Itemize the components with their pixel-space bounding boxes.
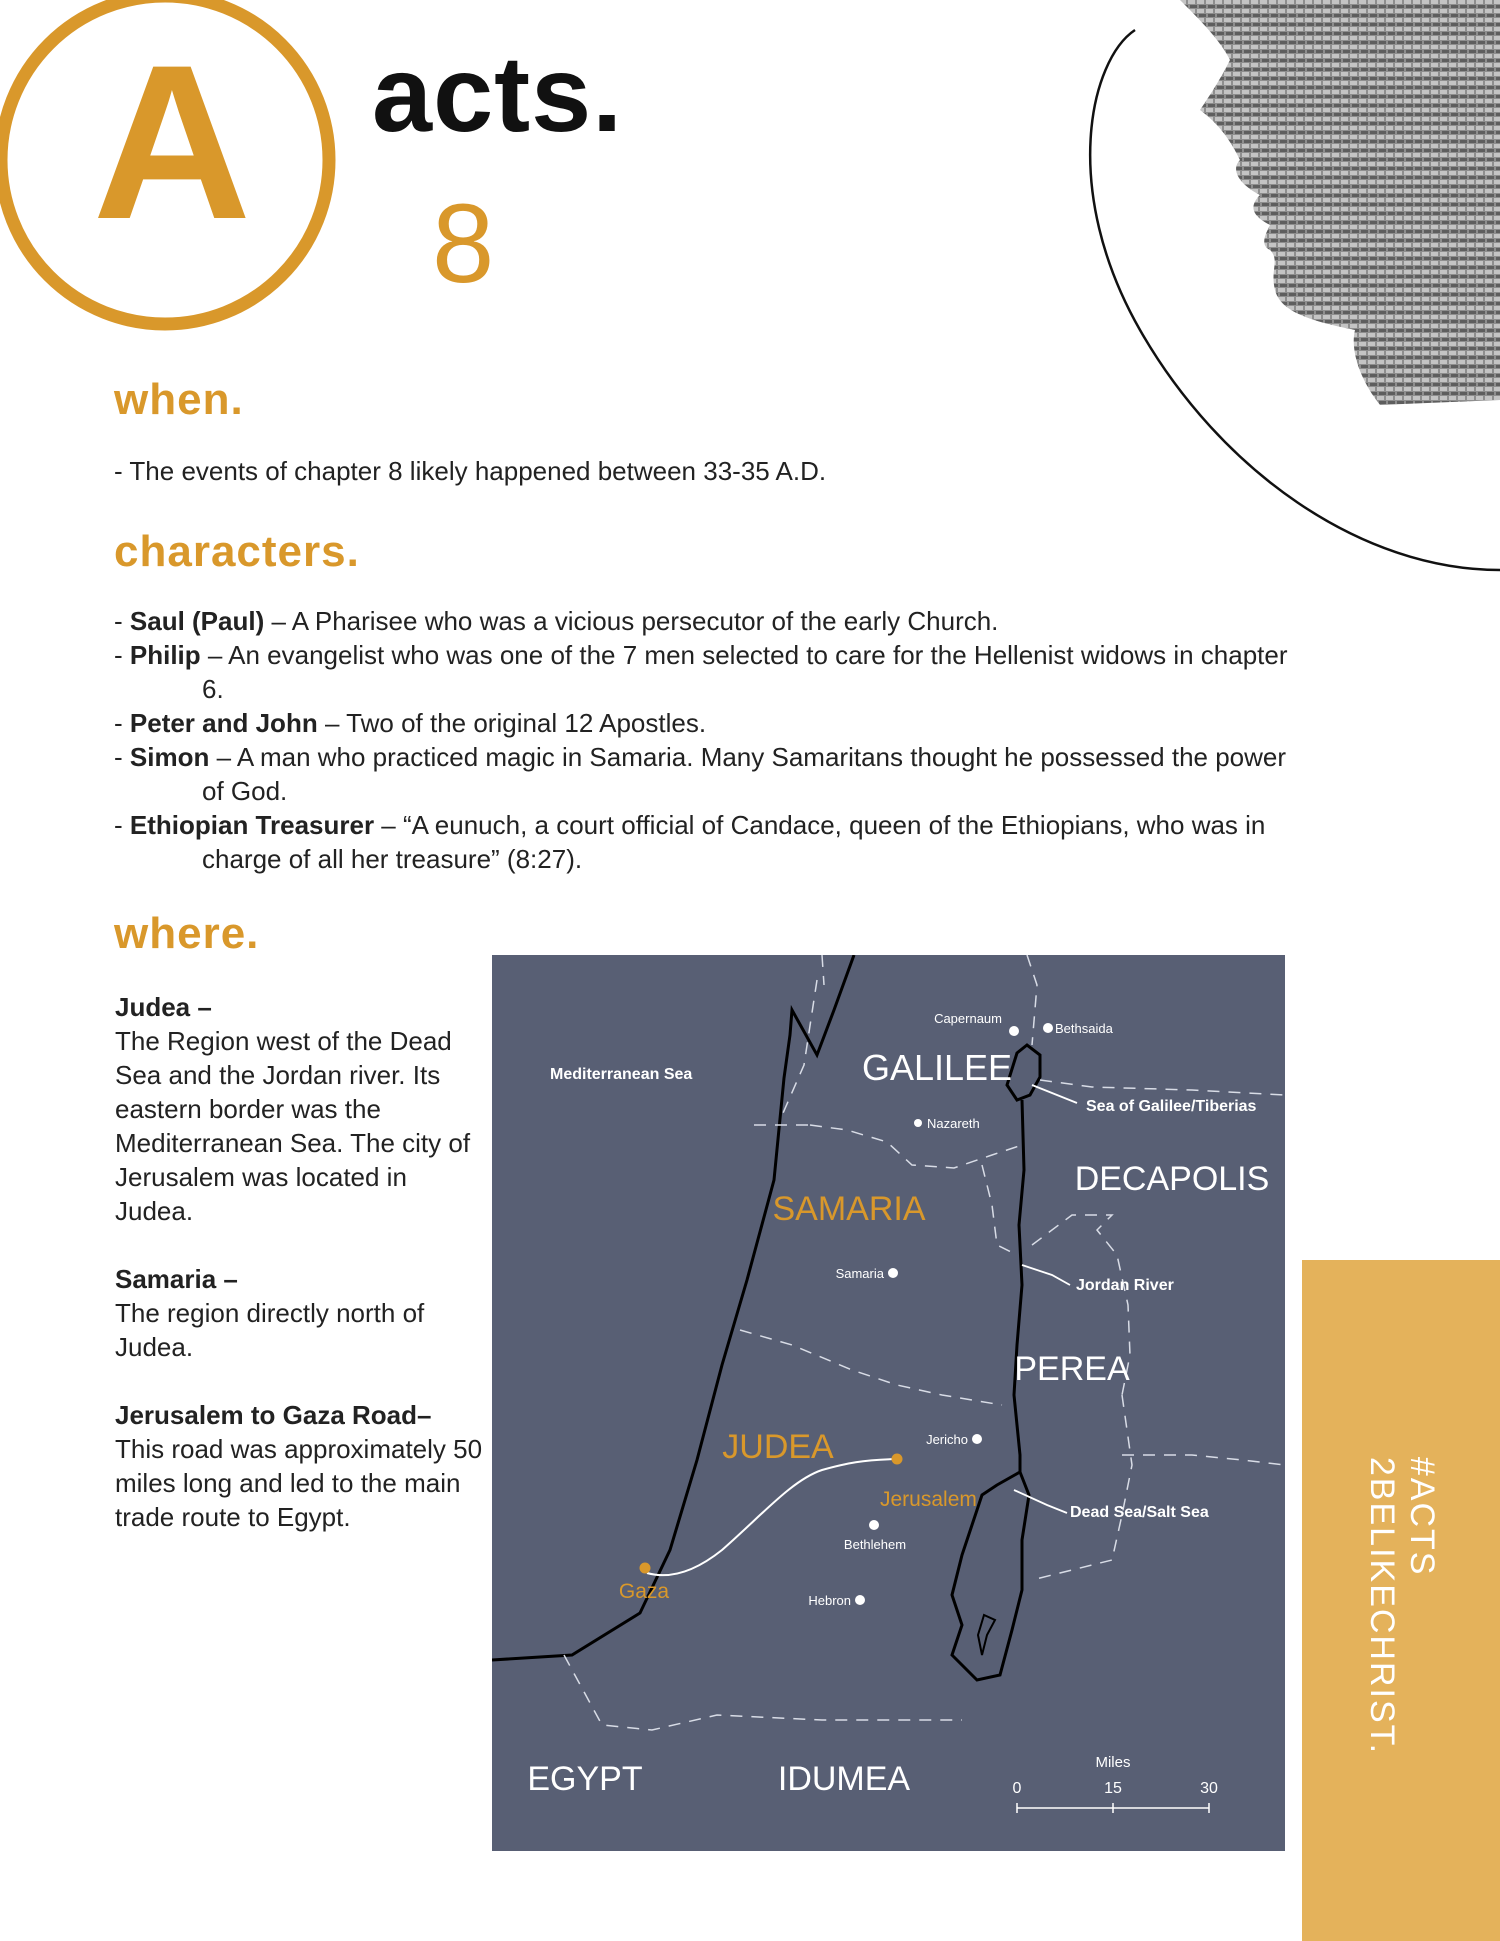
list-item: - Ethiopian Treasurer – “A eunuch, a court official of Candace, queen of the Ethiopians, who was in charge of all her treasure” (8:27). <box>114 810 1266 874</box>
city-dot-capernaum <box>1009 1026 1019 1036</box>
where-entry-judea <box>115 990 485 1228</box>
logo <box>0 0 350 350</box>
region-label-judea: JUDEA <box>722 1428 834 1466</box>
character-name: Saul (Paul) <box>129 606 265 636</box>
page-title: acts. <box>372 33 624 154</box>
where-heading: where. <box>114 909 260 958</box>
city-dot-nazareth <box>914 1119 922 1127</box>
side-tab-text <box>1362 1457 1442 1755</box>
region-label-samaria: SAMARIA <box>772 1190 926 1228</box>
city-label-jerusalem: Jerusalem <box>880 1488 977 1511</box>
where-entry-title: Jerusalem to Gaza Road– <box>115 1400 432 1430</box>
character-desc: – A man who practiced magic in Samaria. Many Samaritans thought he possessed the power of God. <box>202 742 1287 806</box>
character-name: Peter and John <box>129 708 318 738</box>
character-name: Simon <box>129 742 210 772</box>
scale-tick-15: 15 <box>1104 1780 1122 1797</box>
statue-head-illustration <box>1080 0 1500 580</box>
scale-tick-0: 0 <box>1012 1780 1022 1797</box>
city-label-gaza: Gaza <box>618 1580 670 1603</box>
city-label-hebron: Hebron <box>808 1593 851 1608</box>
when-heading: when. <box>114 375 244 424</box>
character-name: Philip <box>129 640 201 670</box>
characters-list <box>114 604 1294 876</box>
water-label-mediterranean: Mediterranean Sea <box>550 1066 693 1083</box>
region-label-egypt: EGYPT <box>527 1760 643 1798</box>
city-label-capernaum: Capernaum <box>934 1011 1002 1026</box>
side-tab-hashtag: #ACTS <box>1403 1456 1441 1577</box>
city-dot-gaza <box>640 1563 651 1574</box>
city-dot-jerusalem <box>892 1454 903 1465</box>
where-descriptions <box>115 990 485 1568</box>
city-label-bethsaida: Bethsaida <box>1055 1021 1113 1036</box>
characters-heading: characters. <box>114 527 360 576</box>
where-entry-samaria <box>115 1262 485 1364</box>
city-dot-samaria <box>888 1268 898 1278</box>
side-tab-handle: 2BELIKECHRIST. <box>1363 1456 1401 1756</box>
list-item: - Saul (Paul) – A Pharisee who was a vicious persecutor of the early Church. <box>114 606 999 636</box>
character-name: Ethiopian Treasurer <box>129 810 375 840</box>
where-entry-text: The Region west of the Dead Sea and the Jordan river. Its eastern border was the Mediterranean Sea. The city of Jerusalem was located in Judea. <box>115 1026 471 1226</box>
where-entry-text: This road was approximately 50 miles long and led to the main trade route to Egypt. <box>115 1434 483 1532</box>
list-item: - Peter and John – Two of the original 12 Apostles. <box>114 708 707 738</box>
city-dot-hebron <box>855 1595 865 1605</box>
region-label-decapolis: DECAPOLIS <box>1074 1160 1270 1198</box>
city-label-bethlehem: Bethlehem <box>843 1537 907 1552</box>
city-label-nazareth: Nazareth <box>927 1116 980 1131</box>
water-label-jordan-river: Jordan River <box>1076 1277 1174 1294</box>
water-label-dead-sea: Dead Sea/Salt Sea <box>1070 1504 1209 1521</box>
when-text: - The events of chapter 8 likely happened between 33-35 A.D. <box>114 456 827 486</box>
scale-unit: Miles <box>1095 1754 1131 1771</box>
where-entry-text: The region directly north of Judea. <box>115 1298 425 1362</box>
water-label-sea-of-galilee: Sea of Galilee/Tiberias <box>1086 1098 1257 1115</box>
where-entry-road <box>115 1398 485 1534</box>
city-label-samaria: Samaria <box>835 1266 884 1281</box>
city-dot-bethsaida <box>1043 1023 1053 1033</box>
list-item: - Simon – A man who practiced magic in Samaria. Many Samaritans thought he possessed the power of God. <box>114 742 1287 806</box>
character-desc: – A Pharisee who was a vicious persecutor of the early Church. <box>264 606 999 636</box>
city-dot-jericho <box>972 1434 982 1444</box>
character-desc: – “A eunuch, a court official of Candace, queen of the Ethiopians, who was in charge of all her treasure” (8:27). <box>202 810 1266 874</box>
region-map <box>492 955 1285 1851</box>
chapter-number: 8 <box>432 181 495 306</box>
region-label-idumea: IDUMEA <box>777 1760 911 1798</box>
scale-tick-30: 30 <box>1200 1780 1218 1797</box>
where-entry-title: Samaria – <box>115 1264 238 1294</box>
list-item: - Philip – An evangelist who was one of the 7 men selected to care for the Hellenist widows in chapter 6. <box>114 640 1288 704</box>
logo-letter: A <box>92 19 252 265</box>
city-label-jericho: Jericho <box>926 1432 968 1447</box>
region-label-galilee: GALILEE <box>861 1047 1013 1088</box>
city-dot-bethlehem <box>869 1520 879 1530</box>
region-label-perea: PEREA <box>1014 1350 1130 1388</box>
character-desc: – An evangelist who was one of the 7 men selected to care for the Hellenist widows in chapter 6. <box>200 640 1288 704</box>
statue-head-icon <box>1180 0 1500 405</box>
where-entry-title: Judea – <box>115 992 212 1022</box>
character-desc: – Two of the original 12 Apostles. <box>317 708 707 738</box>
